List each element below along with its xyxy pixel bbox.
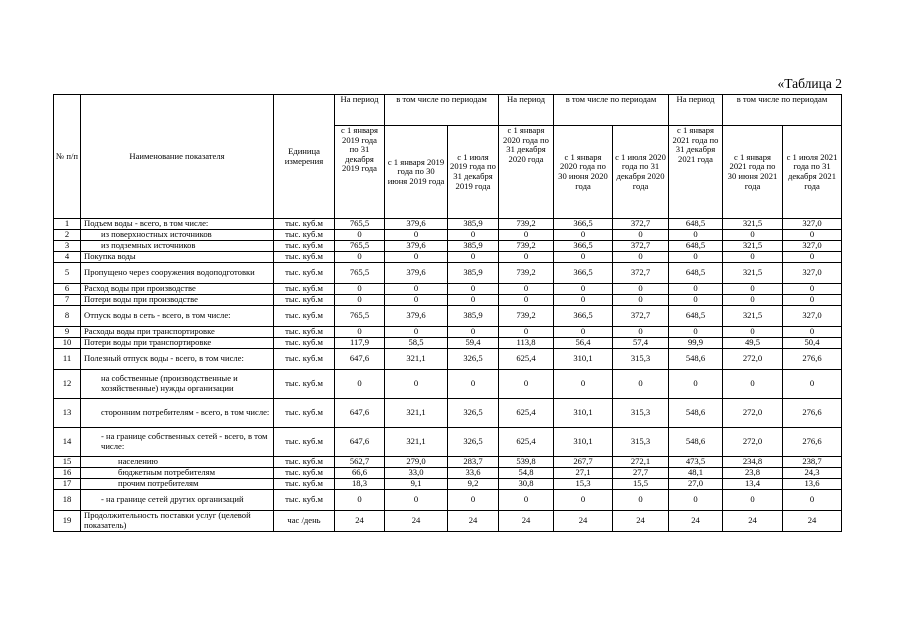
row-value: 24,3 xyxy=(783,468,842,479)
row-value: 0 xyxy=(385,490,448,511)
row-num: 7 xyxy=(54,295,81,306)
row-value: 321,5 xyxy=(723,219,783,230)
row-value: 0 xyxy=(448,252,499,263)
row-name: Покупка воды xyxy=(81,252,274,263)
row-value: 0 xyxy=(385,284,448,295)
row-value: 739,2 xyxy=(499,306,554,327)
row-name: бюджетным потребителям xyxy=(81,468,274,479)
row-value: 385,9 xyxy=(448,241,499,252)
row-value: 27,0 xyxy=(669,479,723,490)
table-caption: «Таблица 2 xyxy=(777,76,842,91)
header-period-2019-h2: с 1 июля 2019 года по 31 декабря 2019 года xyxy=(448,126,499,219)
row-value: 372,7 xyxy=(613,219,669,230)
row-value: 548,6 xyxy=(669,399,723,428)
row-value: 326,5 xyxy=(448,428,499,457)
row-num: 10 xyxy=(54,338,81,349)
row-value: 0 xyxy=(499,490,554,511)
row-value: 30,8 xyxy=(499,479,554,490)
row-value: 310,1 xyxy=(554,349,613,370)
row-unit: тыс. куб.м xyxy=(274,219,335,230)
row-value: 15,5 xyxy=(613,479,669,490)
row-value: 366,5 xyxy=(554,263,613,284)
row-value: 321,1 xyxy=(385,428,448,457)
row-value: 23,8 xyxy=(723,468,783,479)
table-row xyxy=(54,284,842,295)
row-num: 6 xyxy=(54,284,81,295)
row-value: 385,9 xyxy=(448,306,499,327)
row-value: 625,4 xyxy=(499,428,554,457)
row-num: 18 xyxy=(54,490,81,511)
row-value: 0 xyxy=(669,252,723,263)
row-value: 0 xyxy=(448,490,499,511)
row-value: 0 xyxy=(499,295,554,306)
row-value: 372,7 xyxy=(613,241,669,252)
row-num: 17 xyxy=(54,479,81,490)
row-value: 59,4 xyxy=(448,338,499,349)
row-value: 0 xyxy=(385,295,448,306)
row-unit: тыс. куб.м xyxy=(274,230,335,241)
row-value: 648,5 xyxy=(669,219,723,230)
table-row xyxy=(54,241,842,252)
row-value: 739,2 xyxy=(499,241,554,252)
row-value: 9,2 xyxy=(448,479,499,490)
row-name: - на границе собственных сетей - всего, в том числе: xyxy=(81,428,274,457)
row-unit: тыс. куб.м xyxy=(274,327,335,338)
row-value: 279,0 xyxy=(385,457,448,468)
row-unit: тыс. куб.м xyxy=(274,338,335,349)
row-value: 0 xyxy=(554,490,613,511)
row-value: 276,6 xyxy=(783,399,842,428)
row-value: 0 xyxy=(613,490,669,511)
row-value: 0 xyxy=(783,295,842,306)
row-value: 366,5 xyxy=(554,306,613,327)
row-value: 0 xyxy=(554,252,613,263)
row-value: 0 xyxy=(499,327,554,338)
row-value: 0 xyxy=(669,295,723,306)
water-supply-table xyxy=(53,94,842,532)
row-value: 0 xyxy=(335,370,385,399)
row-value: 24 xyxy=(499,511,554,532)
table-row xyxy=(54,370,842,399)
row-value: 0 xyxy=(723,490,783,511)
row-num: 12 xyxy=(54,370,81,399)
row-value: 648,5 xyxy=(669,306,723,327)
row-value: 0 xyxy=(669,490,723,511)
row-value: 315,3 xyxy=(613,399,669,428)
row-value: 321,5 xyxy=(723,241,783,252)
table-row xyxy=(54,468,842,479)
row-value: 379,6 xyxy=(385,241,448,252)
row-value: 0 xyxy=(554,370,613,399)
row-value: 0 xyxy=(335,284,385,295)
row-value: 739,2 xyxy=(499,219,554,230)
table-row xyxy=(54,399,842,428)
row-value: 0 xyxy=(448,230,499,241)
row-unit: тыс. куб.м xyxy=(274,306,335,327)
row-name: Подъем воды - всего, в том числе: xyxy=(81,219,274,230)
row-value: 0 xyxy=(554,327,613,338)
row-name: из поверхностных источников xyxy=(81,230,274,241)
row-unit: тыс. куб.м xyxy=(274,490,335,511)
row-value: 272,1 xyxy=(613,457,669,468)
header-period-2019-label: На период xyxy=(335,95,385,126)
row-name: на собственные (производственные и хозяйственные) нужды организации xyxy=(81,370,274,399)
row-num: 1 xyxy=(54,219,81,230)
row-value: 113,8 xyxy=(499,338,554,349)
table-row xyxy=(54,338,842,349)
row-value: 326,5 xyxy=(448,349,499,370)
row-value: 326,5 xyxy=(448,399,499,428)
table-row xyxy=(54,511,842,532)
row-num: 9 xyxy=(54,327,81,338)
row-value: 0 xyxy=(335,295,385,306)
row-value: 539,8 xyxy=(499,457,554,468)
table-row xyxy=(54,252,842,263)
row-unit: час /день xyxy=(274,511,335,532)
table-row xyxy=(54,219,842,230)
row-value: 24 xyxy=(669,511,723,532)
row-value: 0 xyxy=(783,284,842,295)
row-value: 548,6 xyxy=(669,349,723,370)
row-num: 19 xyxy=(54,511,81,532)
row-value: 49,5 xyxy=(723,338,783,349)
row-value: 765,5 xyxy=(335,306,385,327)
row-value: 24 xyxy=(385,511,448,532)
row-value: 0 xyxy=(723,252,783,263)
row-value: 99,9 xyxy=(669,338,723,349)
header-period-2021-range: с 1 января 2021 года по 31 декабря 2021 года xyxy=(669,126,723,219)
row-value: 0 xyxy=(554,295,613,306)
row-name: прочим потребителям xyxy=(81,479,274,490)
header-period-2019-range: с 1 января 2019 года по 31 декабря 2019 года xyxy=(335,126,385,219)
row-name: Расход воды при производстве xyxy=(81,284,274,295)
row-name: Потери воды при транспортировке xyxy=(81,338,274,349)
row-unit: тыс. куб.м xyxy=(274,252,335,263)
row-name: Полезный отпуск воды - всего, в том числе: xyxy=(81,349,274,370)
row-value: 0 xyxy=(723,295,783,306)
row-value: 0 xyxy=(613,252,669,263)
row-value: 0 xyxy=(448,295,499,306)
row-value: 327,0 xyxy=(783,241,842,252)
row-unit: тыс. куб.м xyxy=(274,457,335,468)
row-num: 13 xyxy=(54,399,81,428)
row-value: 0 xyxy=(783,252,842,263)
row-value: 0 xyxy=(335,230,385,241)
row-value: 372,7 xyxy=(613,306,669,327)
header-period-2020-range: с 1 января 2020 года по 31 декабря 2020 года xyxy=(499,126,554,219)
row-value: 24 xyxy=(723,511,783,532)
header-period-2020-label: На период xyxy=(499,95,554,126)
row-num: 2 xyxy=(54,230,81,241)
row-value: 0 xyxy=(613,230,669,241)
row-name: - на границе сетей других организаций xyxy=(81,490,274,511)
row-value: 562,7 xyxy=(335,457,385,468)
row-name: населению xyxy=(81,457,274,468)
row-value: 54,8 xyxy=(499,468,554,479)
row-value: 0 xyxy=(783,370,842,399)
row-value: 327,0 xyxy=(783,306,842,327)
row-value: 315,3 xyxy=(613,349,669,370)
row-value: 647,6 xyxy=(335,349,385,370)
table-row xyxy=(54,306,842,327)
row-value: 0 xyxy=(669,327,723,338)
row-value: 48,1 xyxy=(669,468,723,479)
row-value: 24 xyxy=(554,511,613,532)
row-value: 0 xyxy=(385,252,448,263)
row-value: 0 xyxy=(448,370,499,399)
row-value: 272,0 xyxy=(723,399,783,428)
table-row xyxy=(54,349,842,370)
row-value: 765,5 xyxy=(335,263,385,284)
row-value: 24 xyxy=(783,511,842,532)
row-num: 4 xyxy=(54,252,81,263)
row-value: 0 xyxy=(669,230,723,241)
row-value: 50,4 xyxy=(783,338,842,349)
row-value: 0 xyxy=(335,327,385,338)
row-value: 321,5 xyxy=(723,263,783,284)
row-value: 648,5 xyxy=(669,241,723,252)
table-body xyxy=(54,219,842,532)
row-value: 18,3 xyxy=(335,479,385,490)
row-value: 0 xyxy=(613,284,669,295)
row-value: 0 xyxy=(335,252,385,263)
row-value: 648,5 xyxy=(669,263,723,284)
row-value: 238,7 xyxy=(783,457,842,468)
row-value: 24 xyxy=(335,511,385,532)
table-row xyxy=(54,263,842,284)
row-value: 0 xyxy=(448,284,499,295)
row-value: 385,9 xyxy=(448,263,499,284)
row-value: 0 xyxy=(669,370,723,399)
row-value: 321,5 xyxy=(723,306,783,327)
row-value: 24 xyxy=(448,511,499,532)
row-value: 548,6 xyxy=(669,428,723,457)
row-value: 625,4 xyxy=(499,399,554,428)
table-row xyxy=(54,490,842,511)
header-period-2021-sub-label: в том числе по периодам xyxy=(723,95,842,126)
row-value: 0 xyxy=(613,295,669,306)
row-value: 0 xyxy=(554,230,613,241)
row-value: 0 xyxy=(385,327,448,338)
row-num: 11 xyxy=(54,349,81,370)
row-value: 267,7 xyxy=(554,457,613,468)
row-value: 315,3 xyxy=(613,428,669,457)
row-unit: тыс. куб.м xyxy=(274,370,335,399)
header-period-2021-label: На период xyxy=(669,95,723,126)
header-num: № п/п xyxy=(54,95,81,219)
row-num: 16 xyxy=(54,468,81,479)
row-value: 372,7 xyxy=(613,263,669,284)
row-value: 0 xyxy=(448,327,499,338)
row-num: 8 xyxy=(54,306,81,327)
row-name: Пропущено через сооружения водоподготовки xyxy=(81,263,274,284)
row-value: 0 xyxy=(499,252,554,263)
row-value: 0 xyxy=(554,284,613,295)
row-value: 0 xyxy=(723,230,783,241)
header-period-2021-h2: с 1 июля 2021 года по 31 декабря 2021 года xyxy=(783,126,842,219)
row-value: 379,6 xyxy=(385,219,448,230)
row-value: 56,4 xyxy=(554,338,613,349)
row-unit: тыс. куб.м xyxy=(274,349,335,370)
row-value: 27,1 xyxy=(554,468,613,479)
table-row xyxy=(54,457,842,468)
row-name: Отпуск воды в сеть - всего, в том числе: xyxy=(81,306,274,327)
row-value: 33,0 xyxy=(385,468,448,479)
row-value: 117,9 xyxy=(335,338,385,349)
row-value: 13,4 xyxy=(723,479,783,490)
row-value: 9,1 xyxy=(385,479,448,490)
row-value: 379,6 xyxy=(385,306,448,327)
header-period-2019-sub-label: в том числе по периодам xyxy=(385,95,499,126)
row-value: 0 xyxy=(669,284,723,295)
row-value: 57,4 xyxy=(613,338,669,349)
header-period-2020-h1: с 1 января 2020 года по 30 июня 2020 года xyxy=(554,126,613,219)
row-value: 625,4 xyxy=(499,349,554,370)
row-value: 33,6 xyxy=(448,468,499,479)
row-value: 283,7 xyxy=(448,457,499,468)
row-value: 15,3 xyxy=(554,479,613,490)
row-value: 234,8 xyxy=(723,457,783,468)
row-value: 366,5 xyxy=(554,219,613,230)
row-value: 321,1 xyxy=(385,349,448,370)
row-value: 366,5 xyxy=(554,241,613,252)
row-value: 58,5 xyxy=(385,338,448,349)
row-name: из подземных источников xyxy=(81,241,274,252)
row-value: 0 xyxy=(723,284,783,295)
table-row xyxy=(54,428,842,457)
row-unit: тыс. куб.м xyxy=(274,284,335,295)
row-value: 321,1 xyxy=(385,399,448,428)
row-value: 739,2 xyxy=(499,263,554,284)
row-value: 0 xyxy=(783,327,842,338)
row-name: Потери воды при производстве xyxy=(81,295,274,306)
row-value: 765,5 xyxy=(335,219,385,230)
row-unit: тыс. куб.м xyxy=(274,241,335,252)
row-value: 0 xyxy=(613,370,669,399)
row-value: 0 xyxy=(783,230,842,241)
row-value: 272,0 xyxy=(723,349,783,370)
header-period-2019-h1: с 1 января 2019 года по 30 июня 2019 года xyxy=(385,126,448,219)
row-num: 3 xyxy=(54,241,81,252)
row-value: 0 xyxy=(385,370,448,399)
table-row xyxy=(54,230,842,241)
row-name: сторонним потребителям - всего, в том числе: xyxy=(81,399,274,428)
table-row xyxy=(54,295,842,306)
row-value: 765,5 xyxy=(335,241,385,252)
header-period-2021-h1: с 1 января 2021 года по 30 июня 2021 года xyxy=(723,126,783,219)
header-period-2020-sub-label: в том числе по периодам xyxy=(554,95,669,126)
row-value: 379,6 xyxy=(385,263,448,284)
table-row xyxy=(54,479,842,490)
row-value: 327,0 xyxy=(783,263,842,284)
row-name: Расходы воды при транспортировке xyxy=(81,327,274,338)
row-unit: тыс. куб.м xyxy=(274,399,335,428)
row-unit: тыс. куб.м xyxy=(274,428,335,457)
row-value: 276,6 xyxy=(783,349,842,370)
row-value: 0 xyxy=(499,284,554,295)
row-value: 13,6 xyxy=(783,479,842,490)
row-value: 0 xyxy=(385,230,448,241)
row-value: 66,6 xyxy=(335,468,385,479)
header-period-2020-h2: с 1 июля 2020 года по 31 декабря 2020 года xyxy=(613,126,669,219)
header-name: Наименование показателя xyxy=(81,95,274,219)
row-unit: тыс. куб.м xyxy=(274,263,335,284)
table-row xyxy=(54,327,842,338)
row-value: 272,0 xyxy=(723,428,783,457)
row-num: 5 xyxy=(54,263,81,284)
row-value: 0 xyxy=(723,370,783,399)
row-value: 24 xyxy=(613,511,669,532)
row-value: 27,7 xyxy=(613,468,669,479)
row-unit: тыс. куб.м xyxy=(274,479,335,490)
row-num: 15 xyxy=(54,457,81,468)
row-name: Продолжительность поставки услуг (целевой показатель) xyxy=(81,511,274,532)
row-value: 473,5 xyxy=(669,457,723,468)
row-value: 0 xyxy=(613,327,669,338)
header-unit: Единица измерения xyxy=(274,95,335,219)
row-unit: тыс. куб.м xyxy=(274,468,335,479)
row-value: 327,0 xyxy=(783,219,842,230)
row-value: 310,1 xyxy=(554,428,613,457)
row-unit: тыс. куб.м xyxy=(274,295,335,306)
row-value: 0 xyxy=(783,490,842,511)
row-num: 14 xyxy=(54,428,81,457)
row-value: 385,9 xyxy=(448,219,499,230)
row-value: 647,6 xyxy=(335,428,385,457)
row-value: 0 xyxy=(723,327,783,338)
row-value: 310,1 xyxy=(554,399,613,428)
row-value: 647,6 xyxy=(335,399,385,428)
row-value: 0 xyxy=(499,370,554,399)
row-value: 0 xyxy=(335,490,385,511)
row-value: 0 xyxy=(499,230,554,241)
row-value: 276,6 xyxy=(783,428,842,457)
